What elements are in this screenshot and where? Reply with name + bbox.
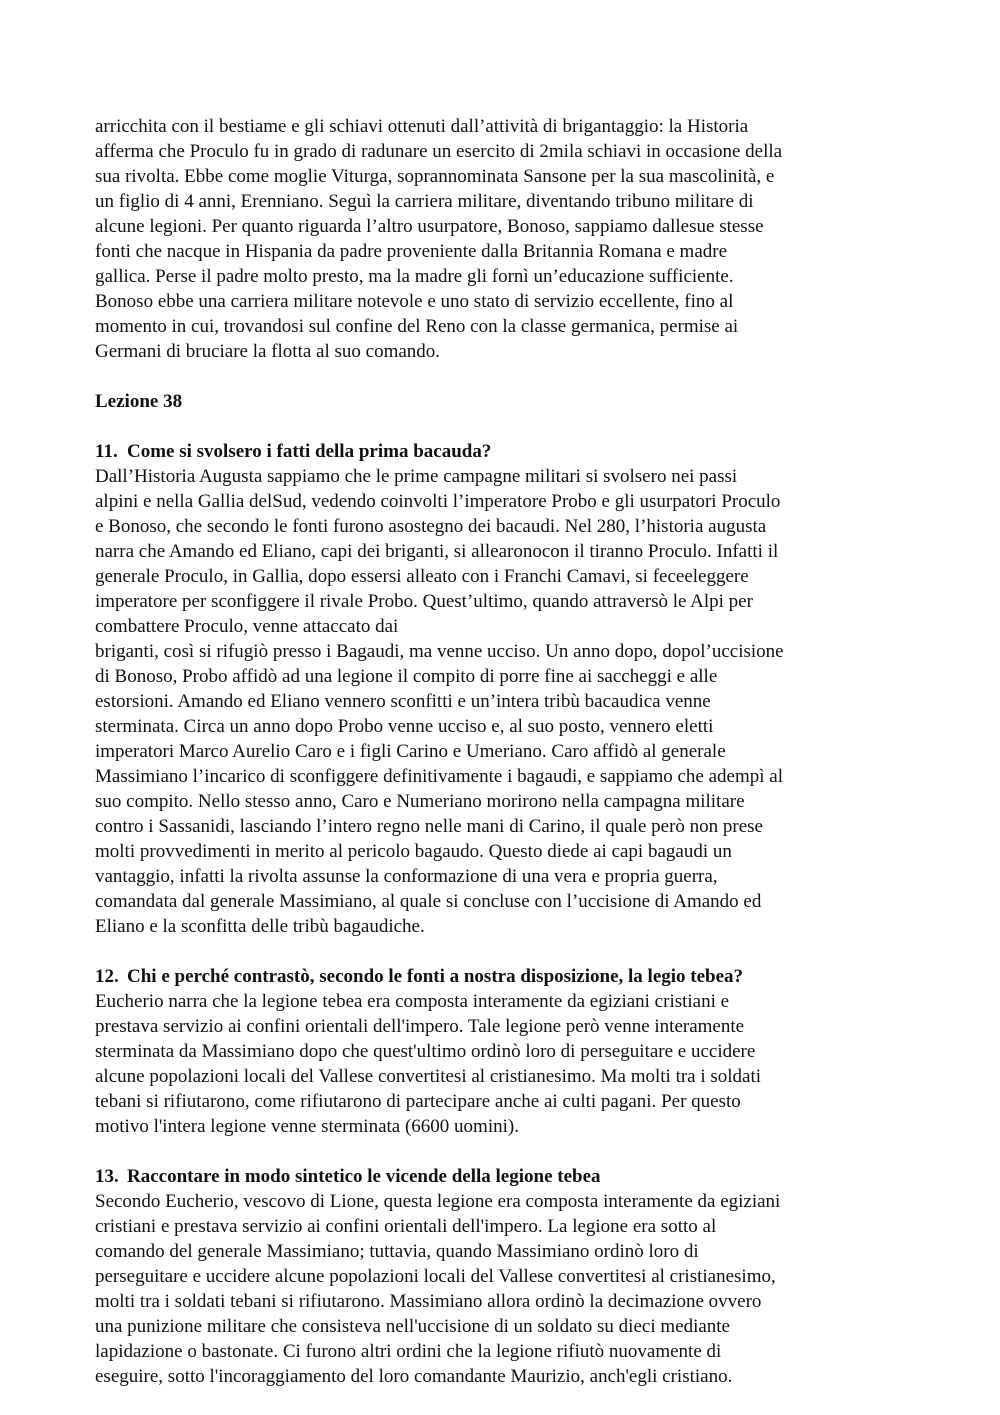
intro-paragraph: arricchita con il bestiame e gli schiavi ottenuti dall’attività di brigantaggio: la Historia afferma che Proculo fu in grado di radunare un esercito di 2mila schiavi in occasione della sua rivolta. Ebbe come moglie Viturga, soprannominata Sansone per la sua mascolinità, e un figlio di 4 anni, Erenniano. Seguì la carriera militare, diventando tribuno militare di alcune legioni. Per quanto riguarda l’altro usurpatore, Bonoso, sappiamo dallesue stesse fonti che nacque in Hispania da padre proveniente dalla Britannia Romana e madre gallica. Perse il padre molto presto, ma la madre gli fornì un’educazione sufficiente. Bonoso ebbe una carriera militare notevole e uno stato di servizio eccellente, fino al momento in cui, trovandosi sul confine del Reno con la classe germanica, permise ai Germani di bruciare la flotta al suo comando. [95,116,783,362]
question-11-number: 11. [95,441,118,462]
question-11-answer: Dall’Historia Augusta sappiamo che le prime campagne militari si svolsero nei passi alpini e nella Gallia delSud, vedendo coinvolti l’imperatore Probo e gli usurpatori Proculo e Bonoso, che secondo le fonti furono asostegno dei bacaudi. Nel 280, l’historia augusta narra che Amando ed Eliano, capi dei briganti, si allearonocon il tiranno Proculo. Infatti il generale Proculo, in Gallia, dopo essersi alleato con i Franchi Camavi, si feceeleggere imperatore per sconfiggere il rivale Probo. Quest’ultimo, quando attraversò le Alpi per combattere Proculo, venne attaccato dai briganti, così si rifugiò presso i Bagaudi, ma venne ucciso. Un anno dopo, dopol’uccisione di Bonoso, Probo affidò ad una legione il compito di porre fine ai saccheggi e alle estorsioni. Amando ed Eliano vennero sconfitti e un’intera tribù bacaudica venne sterminata. Circa un anno dopo Probo venne ucciso e, al suo posto, vennero eletti imperatori Marco Aurelio Caro e i figli Carino e Umeriano. Caro affidò al generale Massimiano l’incarico di sconfiggere definitivamente i bagaudi, e sappiamo che adempì al suo compito. Nello stesso anno, Caro e Numeriano morirono nella campagna militare contro i Sassanidi, lasciando l’intero regno nelle mani di Carino, il quale però non prese molti provvedimenti in merito al pericolo bagaudo. Questo diede ai capi bagaudi un vantaggio, infatti la rivolta assunse la conformazione di una vera e propria guerra, comandata dal generale Massimiano, al quale si concluse con l’uccisione di Amando ed Eliano e la sconfitta delle tribù bagaudiche. [95,466,784,937]
question-13-answer: Secondo Eucherio, vescovo di Lione, questa legione era composta interamente da egiziani cristiani e prestava servizio ai confini orientali dell'impero. La legione era sotto al comando del generale Massimiano; tuttavia, quando Massimiano ordinò loro di perseguitare e uccidere alcune popolazioni locali del Vallese convertitesi al cristianesimo, molti tra i soldati tebani si rifiutarono. Massimiano allora ordinò la decimazione ovvero una punizione militare che consisteva nell'uccisione di un soldato su dieci mediante lapidazione o bastonate. Ci furono altri ordini che la legione rifiutò nuovamente di eseguire, sotto l'incoraggiamento del loro comandante Maurizio, anch'egli cristiano. [95,1191,781,1387]
question-12 [95,964,907,1139]
question-13-number: 13. [95,1166,119,1187]
question-13-title: Raccontare in modo sintetico le vicende della legione tebea [127,1166,601,1187]
question-12-answer: Eucherio narra che la legione tebea era composta interamente da egiziani cristiani e prestava servizio ai confini orientali dell'impero. Tale legione però venne interamente sterminata da Massimiano dopo che quest'ultimo ordinò loro di perseguitare e uccidere alcune popolazioni locali del Vallese convertitesi al cristianesimo. Ma molti tra i soldati tebani si rifiutarono, come rifiutarono di partecipare anche ai culti pagani. Per questo motivo l'intera legione venne sterminata (6600 uomini). [95,991,762,1137]
question-11-heading [95,439,907,464]
question-13 [95,1164,907,1389]
document-page [95,114,907,1389]
question-12-title: Chi e perché contrastò, secondo le fonti a nostra disposizione, la legio tebea? [127,966,744,987]
question-12-number: 12. [95,966,119,987]
question-11-title: Come si svolsero i fatti della prima bacauda? [127,441,492,462]
lesson-title: Lezione 38 [95,391,183,412]
question-11 [95,439,907,939]
question-13-heading [95,1164,907,1189]
question-12-heading [95,964,907,989]
